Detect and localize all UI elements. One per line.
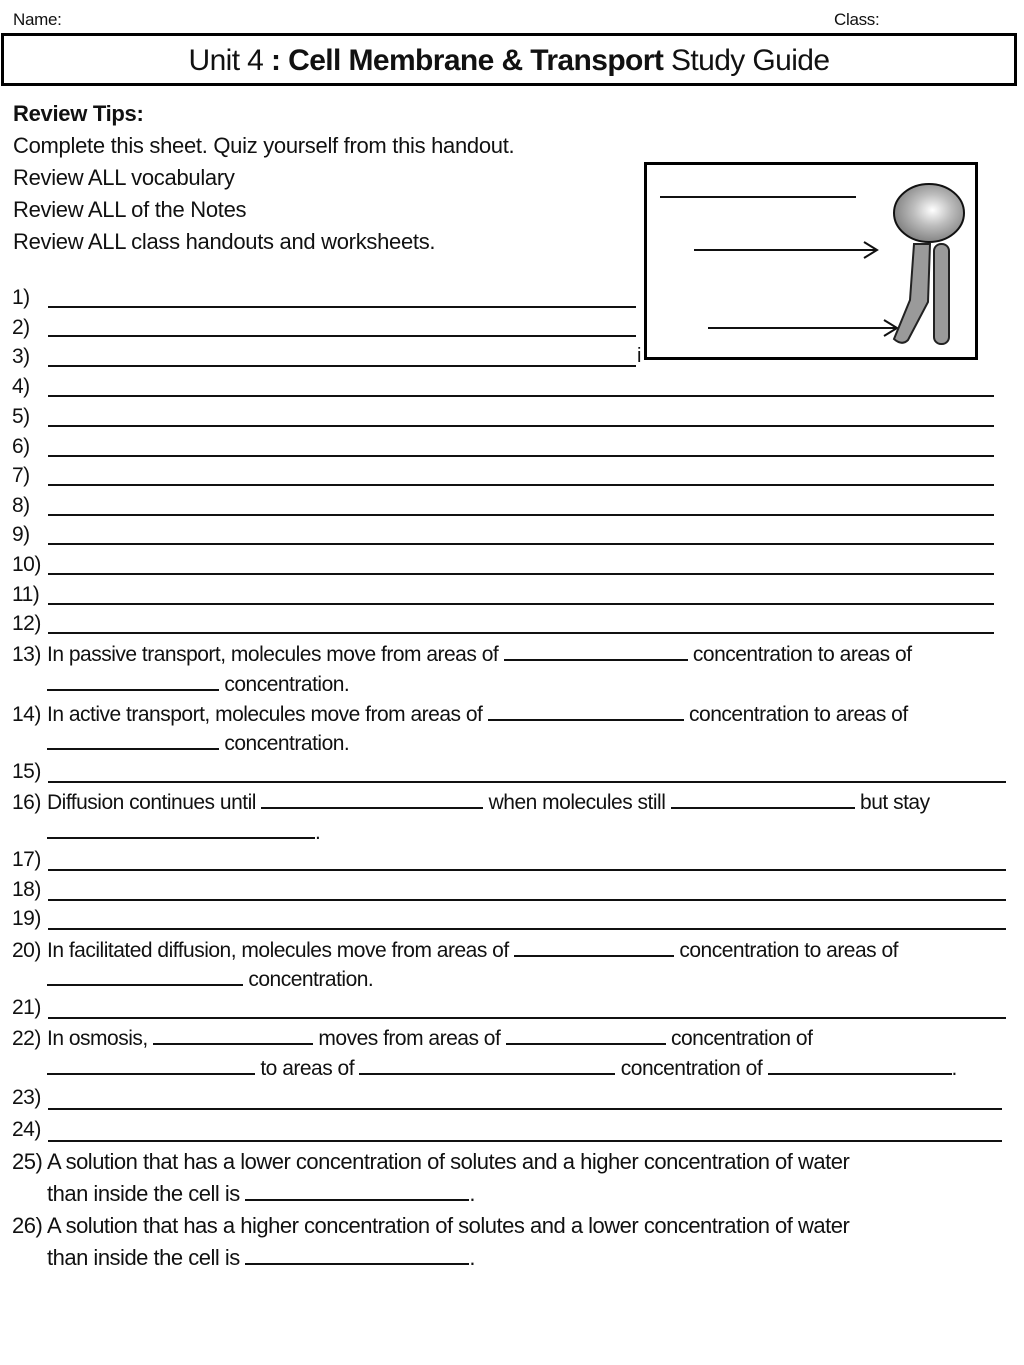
question-text: when molecules still xyxy=(488,791,666,814)
question-22-cont xyxy=(47,1055,957,1081)
question-number: 26) xyxy=(12,1213,43,1238)
question-16-cont xyxy=(47,819,320,845)
question-number: 2) xyxy=(12,316,30,339)
answer-line-5[interactable] xyxy=(48,425,994,427)
question-8 xyxy=(12,494,47,518)
question-text: concentration to areas of xyxy=(679,939,899,962)
answer-line-21[interactable] xyxy=(48,1017,1006,1019)
question-number: 25) xyxy=(12,1149,43,1174)
question-number: 10) xyxy=(12,553,41,576)
name-label: Name: xyxy=(13,10,62,29)
review-tips xyxy=(13,98,514,258)
question-number: 12) xyxy=(12,612,41,635)
question-25-cont xyxy=(47,1181,475,1207)
phospholipid-diagram xyxy=(644,162,978,360)
question-2 xyxy=(12,316,47,340)
page-title xyxy=(1,33,1017,86)
question-number: 9) xyxy=(12,523,30,546)
class-label: Class: xyxy=(834,10,880,29)
answer-blank[interactable] xyxy=(245,1181,469,1201)
question-text: A solution that has a higher concentration of solutes and a lower concentration of water xyxy=(47,1213,850,1238)
question-number: 15) xyxy=(12,760,41,783)
question-number: 5) xyxy=(12,405,30,428)
question-16 xyxy=(12,789,930,815)
question-text: concentration to areas of xyxy=(689,703,908,726)
question-text: In osmosis, xyxy=(47,1027,148,1050)
answer-blank[interactable] xyxy=(504,641,688,661)
question-12 xyxy=(12,612,47,636)
question-text: . xyxy=(469,1245,475,1270)
question-text: moves from areas of xyxy=(318,1027,501,1050)
title-prefix: Unit 4 xyxy=(188,44,272,77)
question-text: concentration. xyxy=(224,732,350,755)
answer-blank[interactable] xyxy=(47,819,315,839)
question-14-cont xyxy=(47,730,349,756)
question-15 xyxy=(12,760,47,784)
question-text: concentration to areas of xyxy=(692,643,912,666)
question-10 xyxy=(12,553,47,577)
review-tips-heading: Review Tips: xyxy=(13,101,144,126)
question-number: 13) xyxy=(12,643,41,666)
answer-blank[interactable] xyxy=(768,1055,952,1075)
question-20-cont xyxy=(47,966,373,992)
answer-blank[interactable] xyxy=(514,937,674,957)
question-number: 3) xyxy=(12,345,30,368)
answer-blank[interactable] xyxy=(261,789,483,809)
answer-line-19[interactable] xyxy=(48,928,1006,930)
answer-line-12[interactable] xyxy=(48,632,994,634)
review-tip: Review ALL vocabulary xyxy=(13,165,235,190)
answer-blank[interactable] xyxy=(47,1055,255,1075)
question-text: In passive transport, molecules move from areas of xyxy=(47,643,499,666)
question-number: 19) xyxy=(12,907,41,930)
answer-line-18[interactable] xyxy=(48,899,1006,901)
question-text: A solution that has a lower concentration of solutes and a higher concentration of water xyxy=(47,1149,850,1174)
question-25 xyxy=(12,1149,849,1175)
question-number: 21) xyxy=(12,996,41,1019)
question-number: 1) xyxy=(12,286,30,309)
answer-blank[interactable] xyxy=(245,1245,469,1265)
answer-blank[interactable] xyxy=(47,966,243,986)
question-18 xyxy=(12,878,47,902)
question-text: . xyxy=(469,1181,475,1206)
answer-line-8[interactable] xyxy=(48,514,994,516)
title-bold: : Cell Membrane & Transport xyxy=(271,44,664,77)
answer-blank[interactable] xyxy=(47,730,219,750)
review-tip: Review ALL of the Notes xyxy=(13,197,247,222)
answer-blank[interactable] xyxy=(47,671,219,691)
question-number: 6) xyxy=(12,435,30,458)
question-number: 20) xyxy=(12,939,41,962)
question-number: 14) xyxy=(12,703,41,726)
question-13-cont xyxy=(47,671,349,697)
review-tip: Complete this sheet. Quiz yourself from this handout. xyxy=(13,133,515,158)
question-number: 7) xyxy=(12,464,30,487)
stray-mark: i xyxy=(637,345,642,367)
answer-blank[interactable] xyxy=(506,1025,666,1045)
question-text: but stay xyxy=(860,791,930,814)
question-text: concentration. xyxy=(248,968,374,991)
answer-line-10[interactable] xyxy=(48,573,994,575)
question-text: concentration of xyxy=(670,1027,813,1050)
phospholipid-tail-straight xyxy=(934,244,949,344)
answer-line-4[interactable] xyxy=(48,395,994,397)
question-13 xyxy=(12,641,912,667)
question-14 xyxy=(12,701,908,727)
question-text: In facilitated diffusion, molecules move from areas of xyxy=(47,939,509,962)
answer-line-1[interactable] xyxy=(48,306,636,308)
question-text: . xyxy=(315,821,321,844)
question-number: 22) xyxy=(12,1027,41,1050)
question-7 xyxy=(12,464,47,488)
question-6 xyxy=(12,435,47,459)
question-number: 18) xyxy=(12,878,41,901)
question-17 xyxy=(12,848,47,872)
question-text: . xyxy=(951,1057,957,1080)
answer-blank[interactable] xyxy=(359,1055,615,1075)
question-number: 17) xyxy=(12,848,41,871)
question-number: 24) xyxy=(12,1118,41,1141)
answer-line-15[interactable] xyxy=(48,781,1006,783)
question-number: 11) xyxy=(12,583,40,606)
answer-line-24[interactable] xyxy=(48,1140,1002,1142)
question-21 xyxy=(12,996,47,1020)
question-text: Diffusion continues until xyxy=(47,791,256,814)
question-5 xyxy=(12,405,47,429)
question-23 xyxy=(12,1086,47,1110)
question-9 xyxy=(12,523,47,547)
question-number: 23) xyxy=(12,1086,41,1109)
answer-line-7[interactable] xyxy=(48,484,994,486)
question-19 xyxy=(12,907,47,931)
answer-line-23[interactable] xyxy=(48,1108,1002,1110)
answer-line-6[interactable] xyxy=(48,455,994,457)
answer-line-9[interactable] xyxy=(48,543,994,545)
answer-blank[interactable] xyxy=(671,789,855,809)
question-22 xyxy=(12,1025,812,1051)
answer-line-17[interactable] xyxy=(48,869,1006,871)
title-suffix: Study Guide xyxy=(663,44,830,77)
question-number: 16) xyxy=(12,791,41,814)
question-text: concentration of xyxy=(620,1057,763,1080)
question-3 xyxy=(12,345,47,369)
answer-line-11[interactable] xyxy=(48,603,994,605)
question-text: than inside the cell is xyxy=(47,1181,240,1206)
question-text: than inside the cell is xyxy=(47,1245,240,1270)
question-24 xyxy=(12,1118,47,1142)
answer-blank[interactable] xyxy=(153,1025,313,1045)
question-4 xyxy=(12,375,47,399)
answer-line-2[interactable] xyxy=(48,335,636,337)
question-number: 4) xyxy=(12,375,30,398)
phospholipid-head xyxy=(894,184,964,242)
question-number: 8) xyxy=(12,494,30,517)
question-text: concentration. xyxy=(224,673,350,696)
question-26-cont xyxy=(47,1245,475,1271)
question-text: to areas of xyxy=(260,1057,355,1080)
question-20 xyxy=(12,937,898,963)
answer-blank[interactable] xyxy=(488,701,684,721)
question-11 xyxy=(12,583,47,607)
question-26 xyxy=(12,1213,849,1239)
answer-line-3[interactable] xyxy=(48,365,636,367)
question-1 xyxy=(12,286,47,310)
question-text: In active transport, molecules move from areas of xyxy=(47,703,483,726)
review-tip: Review ALL class handouts and worksheets. xyxy=(13,229,436,254)
